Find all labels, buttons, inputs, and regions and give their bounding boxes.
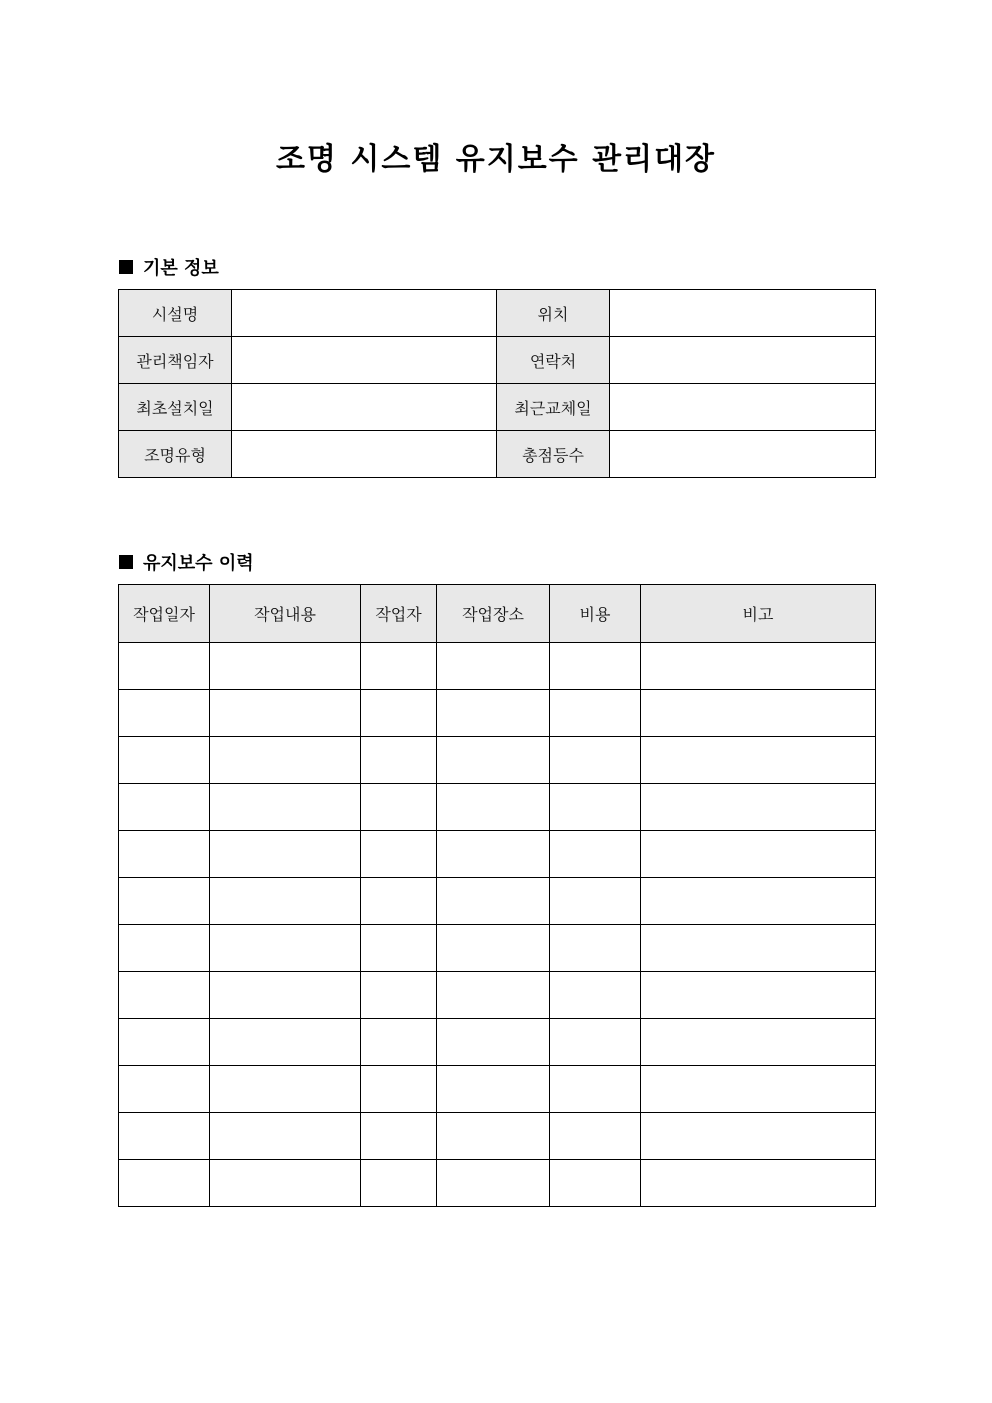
section-heading-text: 기본 정보 <box>143 258 219 279</box>
history-cell[interactable] <box>210 1066 361 1113</box>
history-cell[interactable] <box>119 690 210 737</box>
table-row <box>119 784 876 831</box>
info-value-field[interactable] <box>232 384 497 431</box>
table-row <box>119 737 876 784</box>
history-cell[interactable] <box>550 1113 641 1160</box>
history-cell[interactable] <box>550 1019 641 1066</box>
history-cell[interactable] <box>550 925 641 972</box>
history-cell[interactable] <box>119 643 210 690</box>
history-cell[interactable] <box>437 1066 550 1113</box>
history-cell[interactable] <box>119 1113 210 1160</box>
square-bullet-icon <box>119 260 133 274</box>
history-cell[interactable] <box>119 1160 210 1207</box>
info-label: 관리책임자 <box>119 337 232 384</box>
info-value-field[interactable] <box>610 337 876 384</box>
history-cell[interactable] <box>641 925 876 972</box>
info-value-field[interactable] <box>232 290 497 337</box>
history-cell[interactable] <box>437 1019 550 1066</box>
history-cell[interactable] <box>550 972 641 1019</box>
history-cell[interactable] <box>437 831 550 878</box>
history-cell[interactable] <box>641 972 876 1019</box>
history-cell[interactable] <box>641 1019 876 1066</box>
history-cell[interactable] <box>119 831 210 878</box>
square-bullet-icon <box>119 555 133 569</box>
maintenance-history-table <box>118 584 876 1207</box>
column-header: 작업내용 <box>210 585 361 643</box>
table-row <box>119 925 876 972</box>
history-cell[interactable] <box>119 737 210 784</box>
history-cell[interactable] <box>437 1113 550 1160</box>
history-cell[interactable] <box>550 1160 641 1207</box>
column-header: 작업일자 <box>119 585 210 643</box>
table-row <box>119 690 876 737</box>
history-cell[interactable] <box>550 643 641 690</box>
table-row <box>119 972 876 1019</box>
history-cell[interactable] <box>641 784 876 831</box>
table-row <box>119 1113 876 1160</box>
history-cell[interactable] <box>437 878 550 925</box>
history-cell[interactable] <box>437 737 550 784</box>
history-cell[interactable] <box>119 1019 210 1066</box>
table-row <box>119 1066 876 1113</box>
table-row <box>119 643 876 690</box>
info-label: 위치 <box>497 290 610 337</box>
basic-info-table <box>118 289 876 478</box>
info-row <box>119 384 876 431</box>
history-cell[interactable] <box>210 831 361 878</box>
history-cell[interactable] <box>210 1019 361 1066</box>
table-row <box>119 831 876 878</box>
table-row <box>119 878 876 925</box>
history-cell[interactable] <box>210 972 361 1019</box>
history-cell[interactable] <box>550 784 641 831</box>
history-cell[interactable] <box>437 784 550 831</box>
history-cell[interactable] <box>210 643 361 690</box>
history-cell[interactable] <box>119 972 210 1019</box>
history-cell[interactable] <box>210 690 361 737</box>
history-cell[interactable] <box>210 737 361 784</box>
info-row <box>119 290 876 337</box>
history-cell[interactable] <box>550 737 641 784</box>
history-cell[interactable] <box>641 737 876 784</box>
history-cell[interactable] <box>361 784 437 831</box>
history-cell[interactable] <box>641 1160 876 1207</box>
history-cell[interactable] <box>361 643 437 690</box>
history-cell[interactable] <box>550 1066 641 1113</box>
history-cell[interactable] <box>119 878 210 925</box>
section-heading-text: 유지보수 이력 <box>143 553 254 574</box>
history-header-row <box>119 585 876 643</box>
history-cell[interactable] <box>361 737 437 784</box>
history-cell[interactable] <box>119 1066 210 1113</box>
info-label: 시설명 <box>119 290 232 337</box>
history-cell[interactable] <box>361 690 437 737</box>
history-cell[interactable] <box>361 925 437 972</box>
history-cell[interactable] <box>361 1113 437 1160</box>
info-row <box>119 431 876 478</box>
info-label: 연락처 <box>497 337 610 384</box>
info-value-field[interactable] <box>610 290 876 337</box>
history-cell[interactable] <box>550 878 641 925</box>
history-cell[interactable] <box>210 878 361 925</box>
history-cell[interactable] <box>210 1113 361 1160</box>
info-value-field[interactable] <box>232 431 497 478</box>
table-row <box>119 1160 876 1207</box>
history-cell[interactable] <box>437 972 550 1019</box>
section-heading-basic-info <box>119 254 219 280</box>
column-header: 비용 <box>550 585 641 643</box>
table-row <box>119 1019 876 1066</box>
history-cell[interactable] <box>437 925 550 972</box>
info-label: 총점등수 <box>497 431 610 478</box>
info-label: 최초설치일 <box>119 384 232 431</box>
history-cell[interactable] <box>210 784 361 831</box>
history-cell[interactable] <box>437 1160 550 1207</box>
column-header: 작업장소 <box>437 585 550 643</box>
history-cell[interactable] <box>361 1066 437 1113</box>
section-heading-history <box>119 549 254 575</box>
info-label: 조명유형 <box>119 431 232 478</box>
history-cell[interactable] <box>361 1160 437 1207</box>
history-cell[interactable] <box>119 925 210 972</box>
history-cell[interactable] <box>361 878 437 925</box>
history-cell[interactable] <box>361 972 437 1019</box>
history-cell[interactable] <box>641 878 876 925</box>
history-cell[interactable] <box>437 643 550 690</box>
history-cell[interactable] <box>361 831 437 878</box>
history-cell[interactable] <box>641 831 876 878</box>
history-cell[interactable] <box>119 784 210 831</box>
info-label: 최근교체일 <box>497 384 610 431</box>
info-value-field[interactable] <box>232 337 497 384</box>
history-cell[interactable] <box>437 690 550 737</box>
info-row <box>119 337 876 384</box>
info-value-field[interactable] <box>610 384 876 431</box>
history-cell[interactable] <box>361 1019 437 1066</box>
history-cell[interactable] <box>210 925 361 972</box>
column-header: 비고 <box>641 585 876 643</box>
history-cell[interactable] <box>210 1160 361 1207</box>
history-cell[interactable] <box>550 831 641 878</box>
history-cell[interactable] <box>641 1113 876 1160</box>
history-cell[interactable] <box>641 690 876 737</box>
document-title: 조명 시스템 유지보수 관리대장 <box>275 142 717 177</box>
history-cell[interactable] <box>641 1066 876 1113</box>
column-header: 작업자 <box>361 585 437 643</box>
history-cell[interactable] <box>550 690 641 737</box>
history-cell[interactable] <box>641 643 876 690</box>
info-value-field[interactable] <box>610 431 876 478</box>
